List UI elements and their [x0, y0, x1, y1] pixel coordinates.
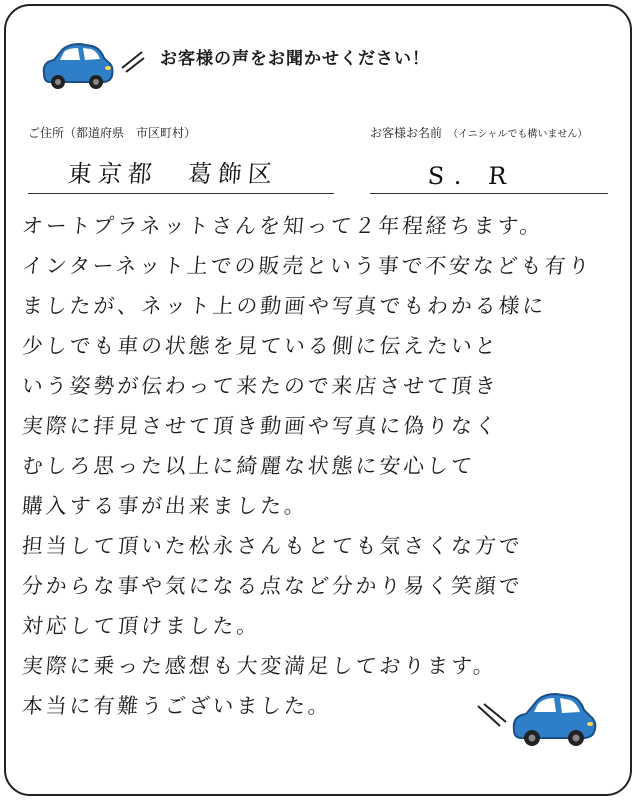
comment-line: いう姿勢が伝わって来たので来店させて頂き [20, 374, 500, 398]
comment-line: 対応して頂けました。 [20, 614, 262, 638]
car-icon [508, 688, 600, 752]
address-label-text: ご住所（都道府県 市区町村） [28, 126, 197, 140]
comment-line: 購入する事が出来ました。 [20, 494, 310, 518]
comment-line: むしろ思った以上に綺麗な状態に安心して [20, 454, 476, 478]
motion-lines-icon [118, 46, 148, 76]
comment-line: 実際に乗った感想も大変満足しております。 [20, 654, 499, 678]
address-value: 東京都 葛飾区 [66, 160, 279, 188]
comment-body [22, 206, 622, 726]
page-title: お客様の声をお聞かせください！ [160, 49, 430, 69]
comment-line: 少しでも車の状態を見ている側に伝えたいと [20, 334, 500, 358]
name-underline [370, 193, 608, 194]
comment-line: オートプラネットさんを知って２年程経ちます。 [20, 214, 545, 238]
car-icon [36, 38, 116, 94]
name-label-text: お客様お名前 [370, 126, 443, 140]
comment-line: 実際に拝見させて頂き動画や写真に偽りなく [20, 414, 500, 438]
comment-line: 分からな事や気になる点など分かり易く笑顔で [20, 574, 524, 598]
name-label [370, 124, 587, 141]
address-label [28, 124, 196, 141]
comment-line: ましたが、ネット上の動画や写真でもわかる様に [20, 294, 548, 318]
name-value: S．R [426, 162, 518, 190]
comment-line: インターネット上での販売という事で不安なども有り [20, 254, 594, 278]
address-underline [28, 193, 334, 194]
name-label-note: （イニシャルでも構いません） [448, 129, 588, 140]
comment-line: 担当して頂いた松永さんもとても気さくな方で [20, 534, 524, 558]
motion-lines-icon [474, 700, 510, 734]
comment-line: 本当に有難うございました。 [20, 694, 333, 718]
